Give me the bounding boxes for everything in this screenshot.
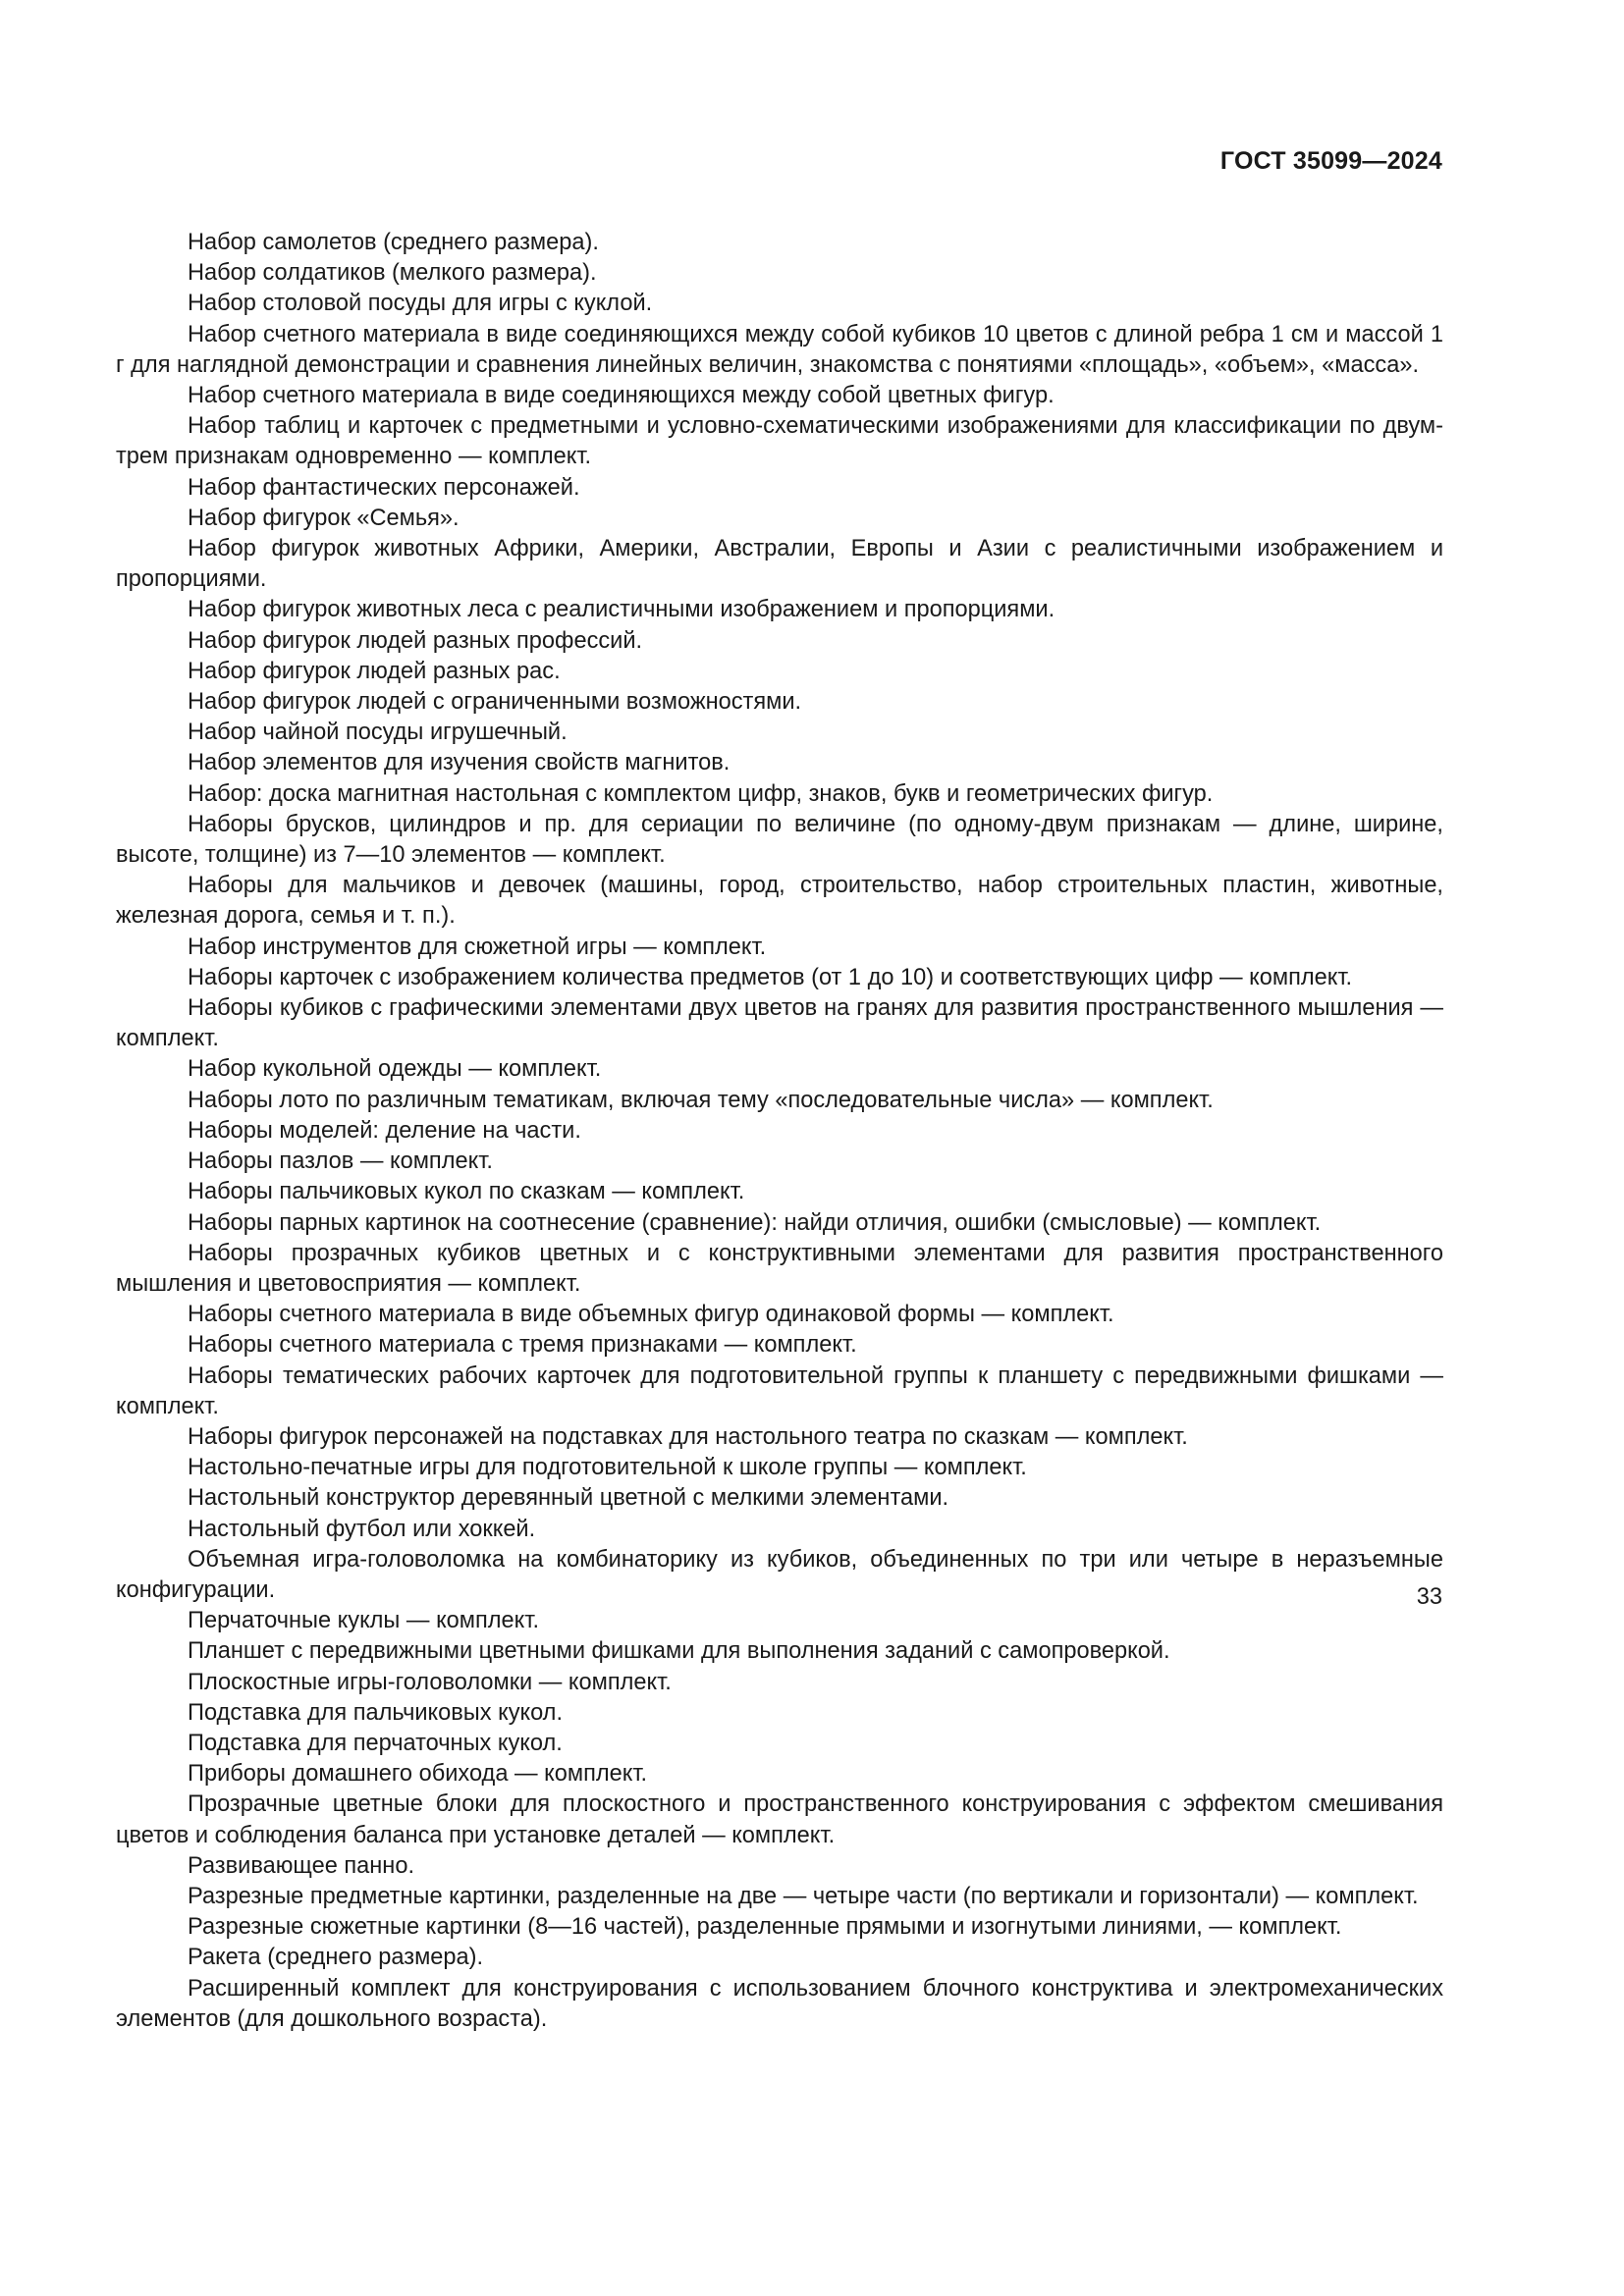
list-item: Наборы фигурок персонажей на подставках для настольного театра по сказкам — комплект. — [188, 1423, 1188, 1450]
list-item: Наборы брусков, цилиндров и пр. для сериации по величине (по одному-двум признакам — длине, ширине, высоте, толщине) из 7—10 элементов — комплект. — [116, 811, 1443, 869]
list-item: Набор солдатиков (мелкого размера). — [188, 260, 597, 287]
list-item: Наборы моделей: деление на части. — [188, 1117, 581, 1144]
list-item: Набор: доска магнитная настольная с комплектом цифр, знаков, букв и геометрических фигур. — [188, 780, 1214, 807]
list-item: Расширенный комплект для конструирования с использованием блочного конструктива и электромеханических элементов (для дошкольного возраста). — [116, 1975, 1443, 2032]
list-item: Набор фигурок животных леса с реалистичными изображением и пропорциями. — [188, 597, 1056, 623]
list-item: Наборы парных картинок на соотнесение (сравнение): найди отличия, ошибки (смысловые) — комплект. — [188, 1209, 1322, 1236]
list-item: Разрезные предметные картинки, разделенные на две — четыре части (по вертикали и горизонтали) — комплект. — [188, 1883, 1419, 1909]
list-item: Развивающее панно. — [188, 1852, 415, 1879]
list-item: Разрезные сюжетные картинки (8—16 частей), разделенные прямыми и изогнутыми линиями, — комплект. — [188, 1914, 1342, 1941]
list-item: Набор элементов для изучения свойств магнитов. — [188, 750, 731, 776]
list-item: Набор фигурок людей с ограниченными возможностями. — [188, 689, 802, 716]
list-item: Перчаточные куклы — комплект. — [188, 1608, 540, 1634]
list-item: Набор чайной посуды игрушечный. — [188, 720, 568, 746]
list-item: Плоскостные игры-головоломки — комплект. — [188, 1669, 672, 1695]
document-header-standard: ГОСТ 35099—2024 — [1219, 147, 1442, 175]
list-item: Прозрачные цветные блоки для плоскостного и пространственного конструирования с эффектом смешивания цветов и соблюдения баланса при установке деталей — комплект. — [116, 1791, 1443, 1848]
list-item: Наборы счетного материала с тремя признаками — комплект. — [188, 1332, 857, 1359]
page-number: 33 — [1416, 1584, 1442, 1610]
list-item: Набор самолетов (среднего размера). — [188, 230, 599, 255]
list-item: Наборы тематических рабочих карточек для подготовительной группы к планшету с передвижными фишками — комплект. — [116, 1362, 1443, 1419]
list-item: Настольно-печатные игры для подготовительной к школе группы — комплект. — [188, 1455, 1027, 1481]
list-item: Наборы прозрачных кубиков цветных и с конструктивными элементами для развития пространственного мышления и цветовосприятия — комплект. — [116, 1240, 1443, 1297]
list-item: Подставка для пальчиковых кукол. — [188, 1699, 564, 1726]
list-item: Ракета (среднего размера). — [188, 1945, 484, 1971]
list-item: Настольный футбол или хоккей. — [188, 1516, 536, 1542]
list-item: Набор инструментов для сюжетной игры — комплект. — [188, 934, 767, 960]
list-item: Подставка для перчаточных кукол. — [188, 1730, 563, 1756]
list-item: Набор счетного материала в виде соединяющихся между собой цветных фигур. — [188, 383, 1055, 409]
list-item: Наборы пальчиковых кукол по сказкам — комплект. — [188, 1179, 745, 1205]
list-item: Наборы счетного материала в виде объемных фигур одинаковой формы — комплект. — [188, 1302, 1114, 1328]
list-item: Наборы кубиков с графическими элементами двух цветов на гранях для развития пространственного мышления — комплект. — [116, 995, 1443, 1052]
list-item: Наборы лото по различным тематикам, включая тему «последовательные числа» — комплект. — [188, 1087, 1214, 1113]
list-item: Наборы карточек с изображением количества предметов (от 1 до 10) и соответствующих цифр — комплект. — [188, 964, 1353, 990]
list-item: Набор счетного материала в виде соединяющихся между собой кубиков 10 цветов с длиной ребра 1 см и массой 1 г для наглядной демонстрации и сравнения линейных величин, знакомства с понятиями «площадь», «объем», «масса». — [116, 321, 1443, 378]
list-item: Планшет с передвижными цветными фишками для выполнения заданий с самопроверкой. — [188, 1638, 1170, 1665]
list-item: Набор фигурок животных Африки, Америки, Австралии, Европы и Азии с реалистичными изображением и пропорциями. — [116, 536, 1443, 593]
list-item: Набор таблиц и карточек с предметными и условно-схематическими изображениями для классификации по двум-трем признакам одновременно — комплект. — [116, 413, 1443, 470]
list-item: Набор столовой посуды для игры с куклой. — [188, 291, 653, 317]
list-item: Объемная игра-головоломка на комбинаторику из кубиков, объединенных по три или четыре в неразъемные конфигурации. — [116, 1546, 1443, 1603]
list-item: Наборы пазлов — комплект. — [188, 1148, 493, 1175]
page-body — [116, 228, 1443, 2035]
list-item: Набор кукольной одежды — комплект. — [188, 1056, 602, 1083]
list-item: Наборы для мальчиков и девочек (машины, город, строительство, набор строительных пластин, животные, железная дорога, семья и т. п.). — [116, 873, 1443, 930]
list-item: Приборы домашнего обихода — комплект. — [188, 1761, 648, 1788]
list-item: Набор фантастических персонажей. — [188, 474, 580, 501]
list-item: Набор фигурок людей разных рас. — [188, 658, 561, 684]
list-item: Набор фигурок людей разных профессий. — [188, 627, 643, 654]
list-item: Набор фигурок «Семья». — [188, 505, 460, 531]
list-item: Настольный конструктор деревянный цветной с мелкими элементами. — [188, 1485, 949, 1512]
